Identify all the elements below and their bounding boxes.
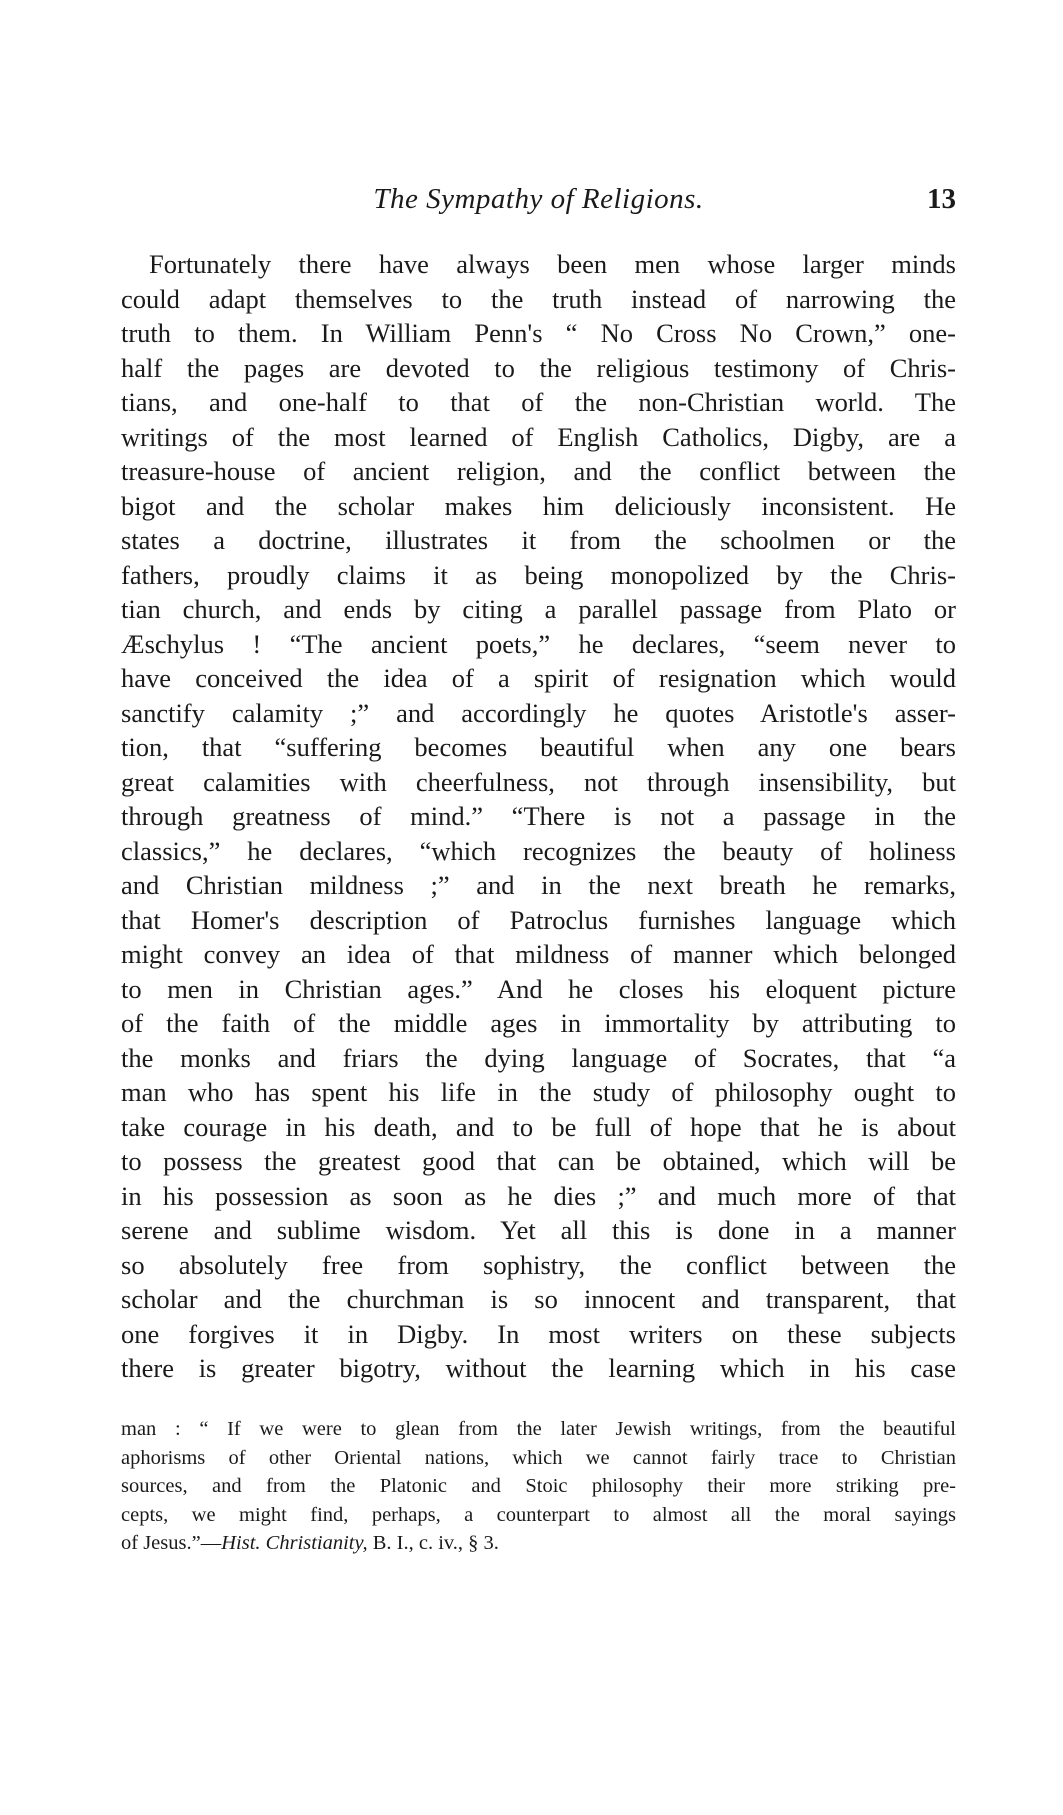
- text-line: serene and sublime wisdom. Yet all this is done in a manner: [121, 1215, 956, 1245]
- text-line: writings of the most learned of English Catholics, Digby, are a: [121, 421, 956, 452]
- page-number: 13: [927, 183, 956, 215]
- text-line: tion, that “suffering becomes beautiful when any one bears: [121, 732, 956, 762]
- running-title: The Sympathy of Religions.: [373, 183, 704, 215]
- text-line: might convey an idea of that mildness of manner which belonged: [121, 939, 956, 969]
- page-header: [121, 183, 956, 223]
- text-line: could adapt themselves to the truth instead of narrowing the: [121, 283, 956, 314]
- text-line: great calamities with cheerfulness, not through insensibility, but: [121, 766, 956, 797]
- text-line: that Homer's description of Patroclus furnishes language which: [121, 904, 956, 935]
- footnote-line: man : “ If we were to glean from the later Jewish writings, from the beautiful: [121, 1418, 956, 1440]
- text-line: scholar and the churchman is so innocent and transparent, that: [121, 1284, 956, 1314]
- text-line: take courage in his death, and to be full of hope that he is about: [121, 1111, 956, 1142]
- citation-title: Hist. Christianity,: [221, 1532, 368, 1554]
- text-line: the monks and friars the dying language of Socrates, that “a: [121, 1042, 956, 1073]
- footnote-line: cepts, we might find, perhaps, a counterpart to almost all the moral sayings: [121, 1503, 956, 1526]
- text-line: half the pages are devoted to the religious testimony of Chris-: [121, 352, 956, 383]
- text-line: Fortunately there have always been men whose larger minds: [149, 249, 956, 279]
- text-line: have conceived the idea of a spirit of resignation which would: [121, 663, 956, 693]
- text-line: bigot and the scholar makes him deliciously inconsistent. He: [121, 490, 956, 521]
- text-line: truth to them. In William Penn's “ No Cross No Crown,” one-: [121, 318, 956, 348]
- text-line: man who has spent his life in the study of philosophy ought to: [121, 1077, 956, 1107]
- footnote-final-prefix: of Jesus.”—: [121, 1532, 222, 1554]
- text-line: through greatness of mind.” “There is not a passage in the: [121, 801, 956, 831]
- text-line: in his possession as soon as he dies ;” and much more of that: [121, 1180, 956, 1211]
- text-line: to men in Christian ages.” And he closes his eloquent picture: [121, 973, 956, 1004]
- text-line: tian church, and ends by citing a parallel passage from Plato or: [121, 594, 956, 624]
- text-line: classics,” he declares, “which recognizes the beauty of holiness: [121, 835, 956, 866]
- text-line: one forgives it in Digby. In most writers on these subjects: [121, 1318, 956, 1349]
- text-line: of the faith of the middle ages in immortality by attributing to: [121, 1008, 956, 1038]
- text-line: sanctify calamity ;” and accordingly he quotes Aristotle's asser-: [121, 697, 956, 728]
- text-line: to possess the greatest good that can be obtained, which will be: [121, 1146, 956, 1176]
- text-line: fathers, proudly claims it as being monopolized by the Chris-: [121, 559, 956, 590]
- footnote: [121, 1415, 956, 1558]
- text-line: states a doctrine, illustrates it from the schoolmen or the: [121, 525, 956, 555]
- text-line: Æschylus ! “The ancient poets,” he declares, “seem never to: [121, 628, 956, 659]
- text-line: so absolutely free from sophistry, the conflict between the: [121, 1249, 956, 1280]
- footnote-line: sources, and from the Platonic and Stoic philosophy their more striking pre-: [121, 1475, 956, 1497]
- text-line: treasure-house of ancient religion, and the conflict between the: [121, 456, 956, 486]
- text-line: tians, and one-half to that of the non-Christian world. The: [121, 387, 956, 417]
- citation-rest: B. I., c. iv., § 3.: [367, 1532, 499, 1554]
- footnote-final-line: [121, 1529, 956, 1558]
- main-text: [121, 247, 956, 1386]
- text-line: there is greater bigotry, without the learning which in his case: [121, 1353, 956, 1383]
- footnote-line: aphorisms of other Oriental nations, which we cannot fairly trace to Christian: [121, 1446, 956, 1469]
- text-line: and Christian mildness ;” and in the next breath he remarks,: [121, 870, 956, 900]
